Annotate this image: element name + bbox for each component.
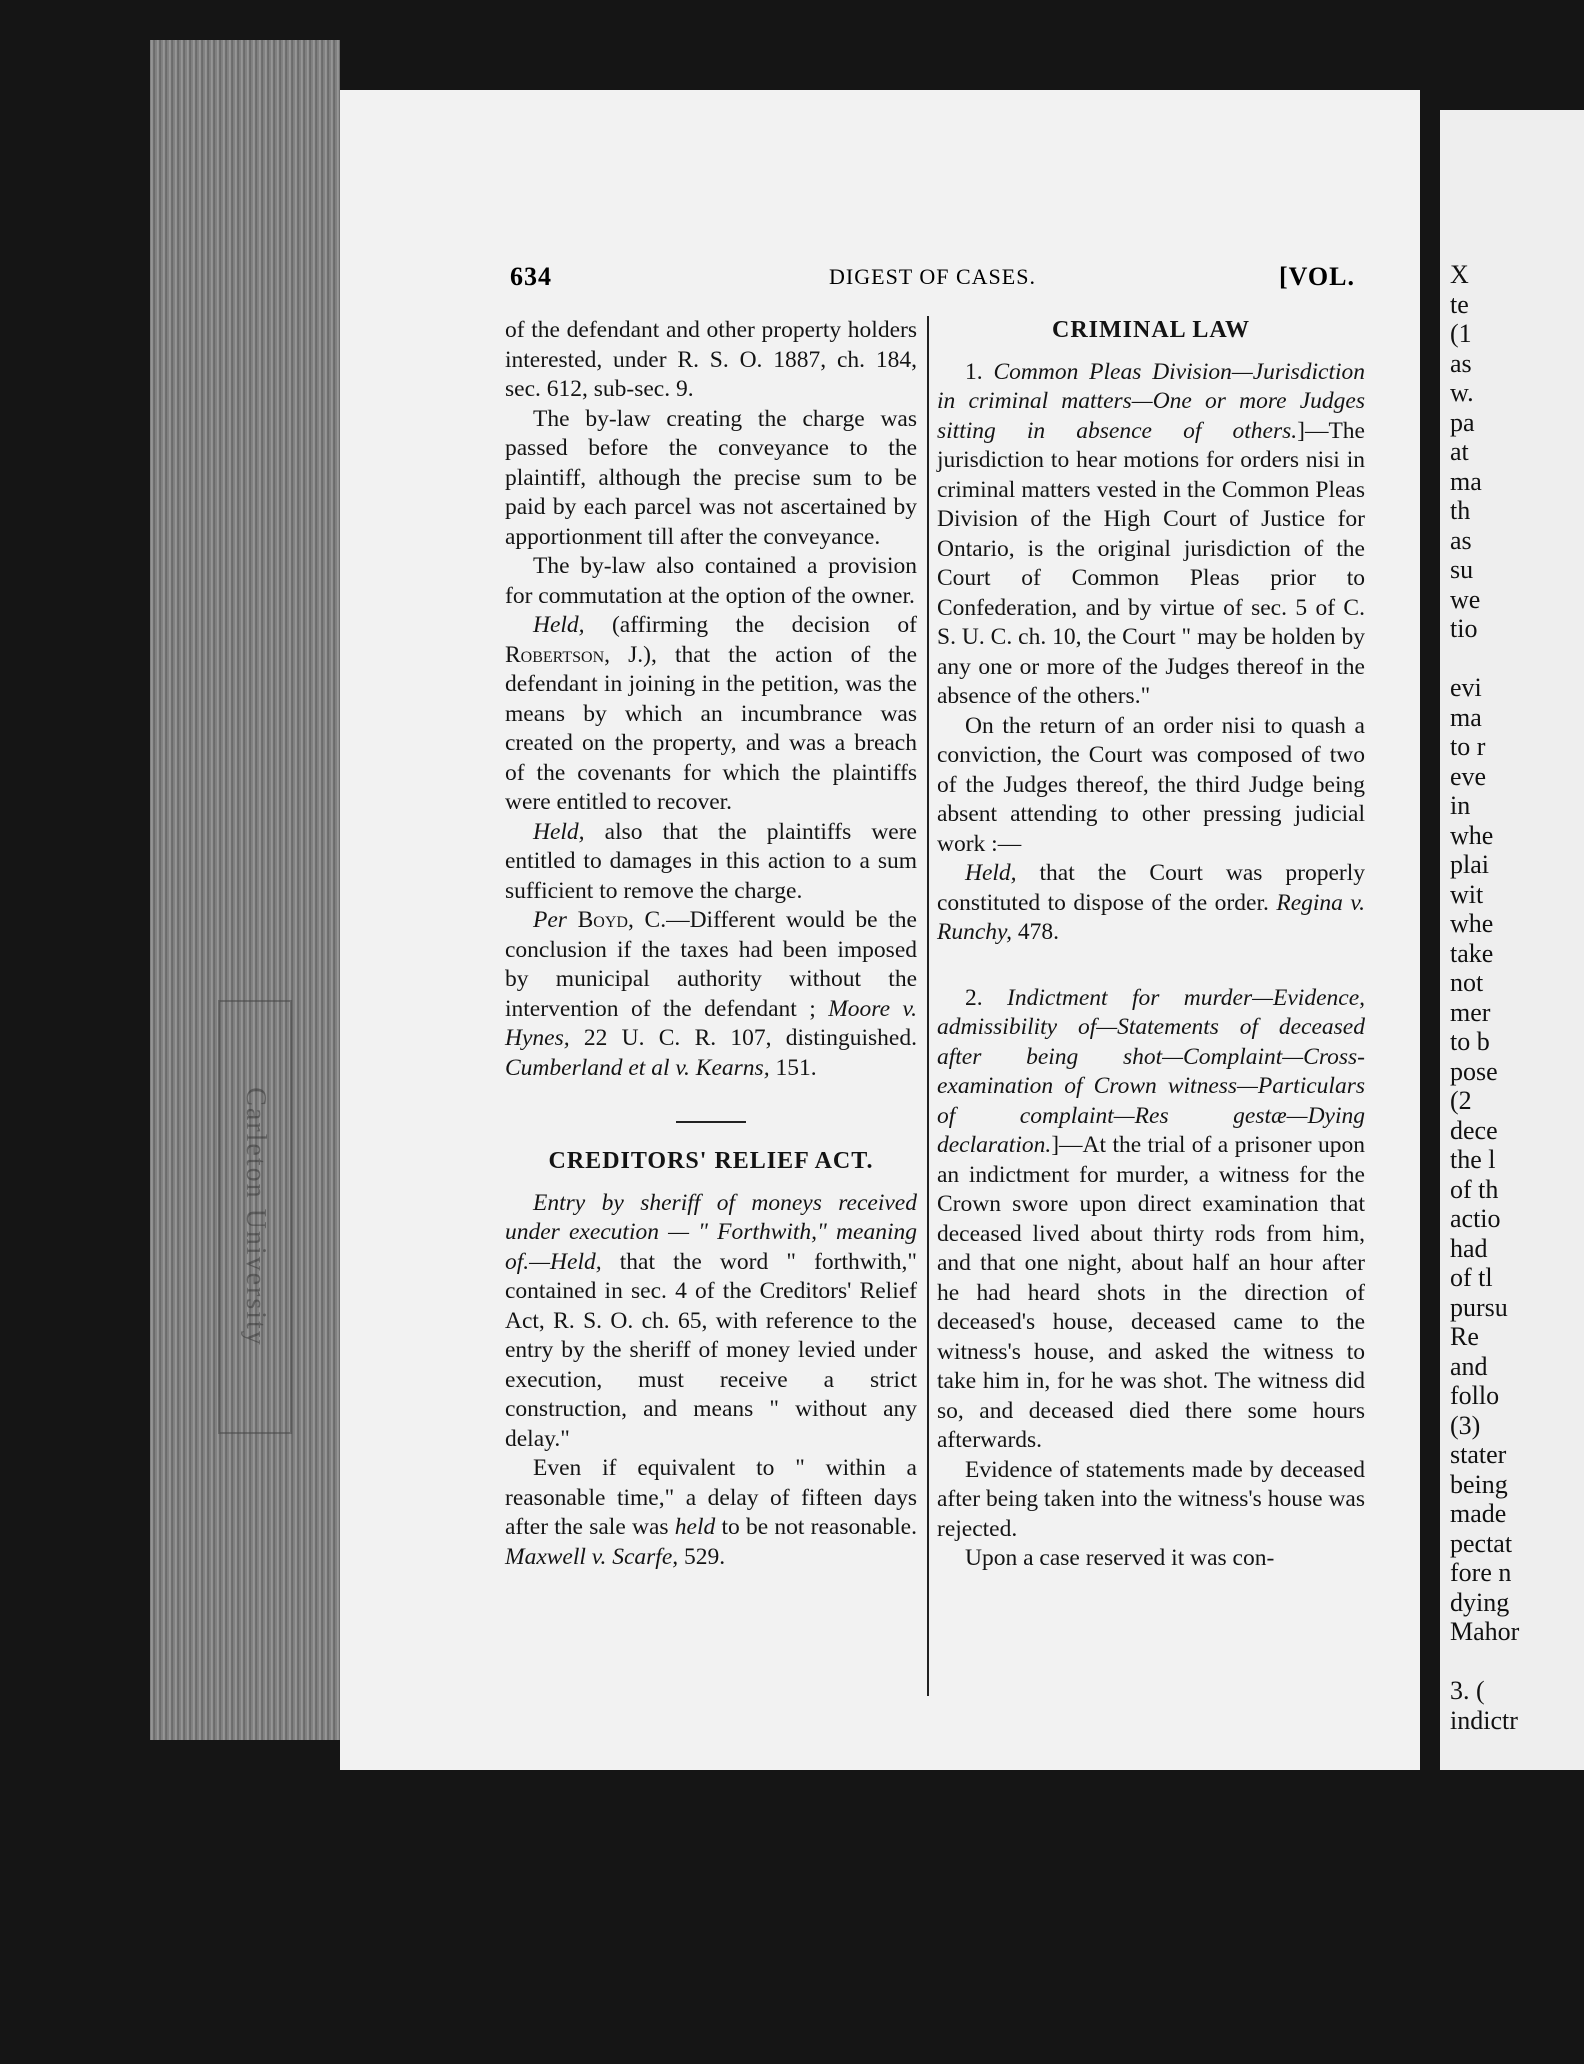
running-header: [510, 262, 1355, 302]
text-run: Even if equivalent to " within a reasonable time," a delay of fifteen days after the sale was: [505, 1455, 917, 1540]
facing-page-fragment: (3): [1450, 1410, 1481, 1440]
facing-page-fragment: pectat: [1450, 1528, 1513, 1558]
judge-name: Robertson: [505, 641, 605, 668]
text-run: 529.: [678, 1543, 726, 1570]
held-label: Held,: [533, 612, 585, 638]
facing-page-fragment: eve: [1450, 761, 1487, 791]
text-run: 22 U. C. R. 107, distinguished.: [569, 1025, 917, 1051]
held-label: Held,: [533, 818, 585, 845]
text-run: 151.: [769, 1054, 817, 1081]
facing-page-fragment: Mahor: [1450, 1617, 1520, 1646]
paragraph: [937, 859, 1365, 948]
paragraph: On the return of an order nisi to quash a conviction, the Court was composed of two of the Judges thereof, the third Judge being absent attending to other pressing judicial work :—: [937, 712, 1365, 857]
facing-page-fragment: pose: [1450, 1056, 1498, 1086]
facing-page-fragment: te: [1450, 289, 1469, 319]
facing-page-fragment: plai: [1450, 850, 1489, 879]
paragraph: The by-law creating the charge was passed before the conveyance to the plaintiff, although the precise sum to be paid by each parcel was not ascertained by apportionment till after the conveyance.: [505, 405, 917, 550]
facing-page-fragment: follo: [1450, 1381, 1500, 1410]
facing-page-fragment: as: [1450, 348, 1472, 378]
facing-page-fragment: ma: [1450, 702, 1482, 732]
paragraph: Evidence of statements made by deceased after being taken into the witness's house was rejected.: [937, 1456, 1365, 1542]
paragraph: Upon a case reserved it was con-: [965, 1545, 1275, 1571]
facing-page-fragment: w.: [1450, 378, 1474, 407]
text-run: , J.), that the action of the defendant in joining in the petition, was the means by which an incumbrance was created on the property, and was a breach of the covenants for which the plaintiffs were entitled to recover.: [505, 641, 917, 815]
paragraph: [505, 906, 917, 1083]
text-run: also that the plaintiffs were entitled to damages in this action to a sum sufficient to remove the charge.: [505, 818, 917, 904]
spacer: [937, 948, 1365, 984]
text-run: ]—The jurisdiction to hear motions for orders nisi in criminal matters vested in the Common Pleas Division of the High Court of Justice for Ontario, is the original jurisdiction of the Court of Common Pleas prior to Confederation, and by virtue of sec. 5 of C. S. U. C. ch. 10, the Court " may be holden by any one or more of the Judges thereof in the absence of the others.": [937, 417, 1365, 709]
facing-page-fragment: whe: [1450, 909, 1494, 938]
facing-page-fragment: we: [1450, 584, 1481, 614]
paragraph: [937, 358, 1365, 712]
headnote: Common Pleas Division—Jurisdiction in criminal matters—One or more Judges sitting in absence of others.: [937, 358, 1366, 444]
stamp-text: Carleton University: [240, 1087, 271, 1347]
facing-page-fragment: not: [1450, 968, 1484, 997]
facing-page-fragment: as: [1450, 525, 1472, 555]
judge-name: Boyd: [577, 907, 628, 933]
section-divider: [676, 1121, 746, 1123]
facing-page-fragment: of th: [1450, 1174, 1499, 1204]
facing-page-fragment: dying: [1450, 1587, 1510, 1617]
text-run: that the word " forthwith," contained in sec. 4 of the Creditors' Relief Act, R. S. O. ch. 65, with reference to the entry by the sheriff of money levied under execution, must receive a strict construction, and means " without any delay.": [505, 1248, 917, 1452]
facing-page-fragment: pursu: [1450, 1292, 1508, 1322]
case-citation: Moore v. Hynes,: [505, 995, 917, 1051]
facing-page-fragment: tio: [1450, 614, 1478, 643]
facing-page-fragment: had: [1450, 1233, 1488, 1263]
facing-page: [1440, 110, 1584, 1770]
text-run: held: [674, 1514, 716, 1540]
text-run: (affirming the decision of: [584, 612, 917, 638]
text-run: 2.: [965, 984, 1008, 1011]
paragraph: [505, 1189, 917, 1455]
text-run: , C.—Different would be the conclusion if the taxes had been imposed by municipal authority without the intervention of the defendant ;: [505, 907, 917, 1022]
text-run: ]—At the trial of a prisoner upon an indictment for murder, a witness for the Crown swore upon direct examination that deceased lived about thirty rods from him, and that one night, about half an hour after he had heard shots in the direction of deceased's house, deceased came to the witness's house, and asked the witness to take him in, for he was shot. The witness did so, and deceased died there some hours afterwards.: [937, 1132, 1365, 1453]
facing-page-fragment: pa: [1450, 407, 1475, 437]
facing-page-fragment: to b: [1450, 1027, 1490, 1056]
book-spine-edge: [150, 40, 340, 1740]
facing-page-fragment: th: [1450, 496, 1471, 525]
left-column: [505, 316, 917, 1572]
case-citation: Cumberland et al v. Kearns,: [505, 1054, 770, 1081]
headnote: Entry by sheriff of moneys received under execution — " Forthwith," meaning of.: [505, 1189, 917, 1275]
facing-page-fragment: being: [1450, 1469, 1508, 1499]
paragraph: [505, 611, 917, 818]
paragraph: [505, 1454, 917, 1572]
facing-page-fragment: stater: [1450, 1440, 1507, 1469]
facing-page-fragment: indictr: [1450, 1705, 1518, 1735]
facing-page-fragment: (1: [1450, 319, 1472, 348]
facing-page-fragment: of tl: [1450, 1263, 1493, 1292]
right-column: [927, 316, 1365, 1696]
text-run: to be not reasonable.: [715, 1514, 917, 1540]
paragraph: [505, 818, 917, 907]
facing-page-fragment: Re: [1450, 1322, 1479, 1351]
text-run: 478.: [1012, 919, 1060, 945]
held-label: Held,: [965, 860, 1017, 886]
facing-page-fragment: su: [1450, 555, 1474, 584]
section-heading-creditors: CREDITORS' RELIEF ACT.: [548, 1148, 874, 1174]
facing-page-fragment: wit: [1450, 879, 1484, 909]
case-citation: Regina v. Runchy,: [937, 889, 1365, 945]
facing-page-fragment: (2: [1450, 1086, 1472, 1115]
text-run: Per: [533, 907, 578, 933]
headnote: Indictment for murder—Evidence, admissibility of—Statements of deceased after being shot—Complaint—Cross-examination of Crown witness—Particulars of complaint—Res gestæ—Dying declaration.: [937, 984, 1365, 1158]
held-label: —Held,: [529, 1248, 602, 1275]
facing-page-fragment: evi: [1450, 673, 1482, 702]
facing-page-fragment: at: [1450, 437, 1469, 466]
volume-marker: [VOL.: [1279, 262, 1355, 291]
section-heading-criminal: CRIMINAL LAW: [1051, 317, 1251, 343]
paragraph: [937, 984, 1365, 1456]
page-number: 634: [510, 262, 552, 291]
text-run: that the Court was properly constituted to dispose of the order.: [937, 860, 1365, 916]
paragraph: The by-law also contained a provision for commutation at the option of the owner.: [505, 553, 917, 609]
facing-page-fragment: dece: [1450, 1115, 1498, 1145]
paragraph: of the defendant and other property holders interested, under R. S. O. 1887, ch. 184, sec. 612, sub-sec. 9.: [505, 317, 917, 402]
facing-page-fragment: in: [1450, 791, 1471, 820]
facing-page-fragment: ma: [1450, 466, 1482, 496]
facing-page-fragment: the l: [1450, 1145, 1496, 1174]
running-title: DIGEST OF CASES.: [829, 264, 1036, 289]
facing-page-fragment: whe: [1450, 820, 1494, 850]
library-stamp: [218, 1000, 292, 1434]
facing-page-fragment: to r: [1450, 732, 1486, 761]
text-run: 1.: [965, 358, 994, 385]
facing-page-fragment: made: [1450, 1499, 1507, 1528]
facing-page-fragment: fore n: [1450, 1558, 1512, 1587]
facing-page-fragment: take: [1450, 938, 1494, 968]
facing-page-fragment: 3. (: [1450, 1676, 1485, 1705]
facing-page-fragment: and: [1450, 1351, 1488, 1381]
facing-page-fragment: actio: [1450, 1204, 1501, 1233]
facing-page-fragment: X: [1450, 260, 1469, 289]
case-citation: Maxwell v. Scarfe,: [505, 1543, 679, 1570]
facing-page-fragment: mer: [1450, 997, 1491, 1027]
